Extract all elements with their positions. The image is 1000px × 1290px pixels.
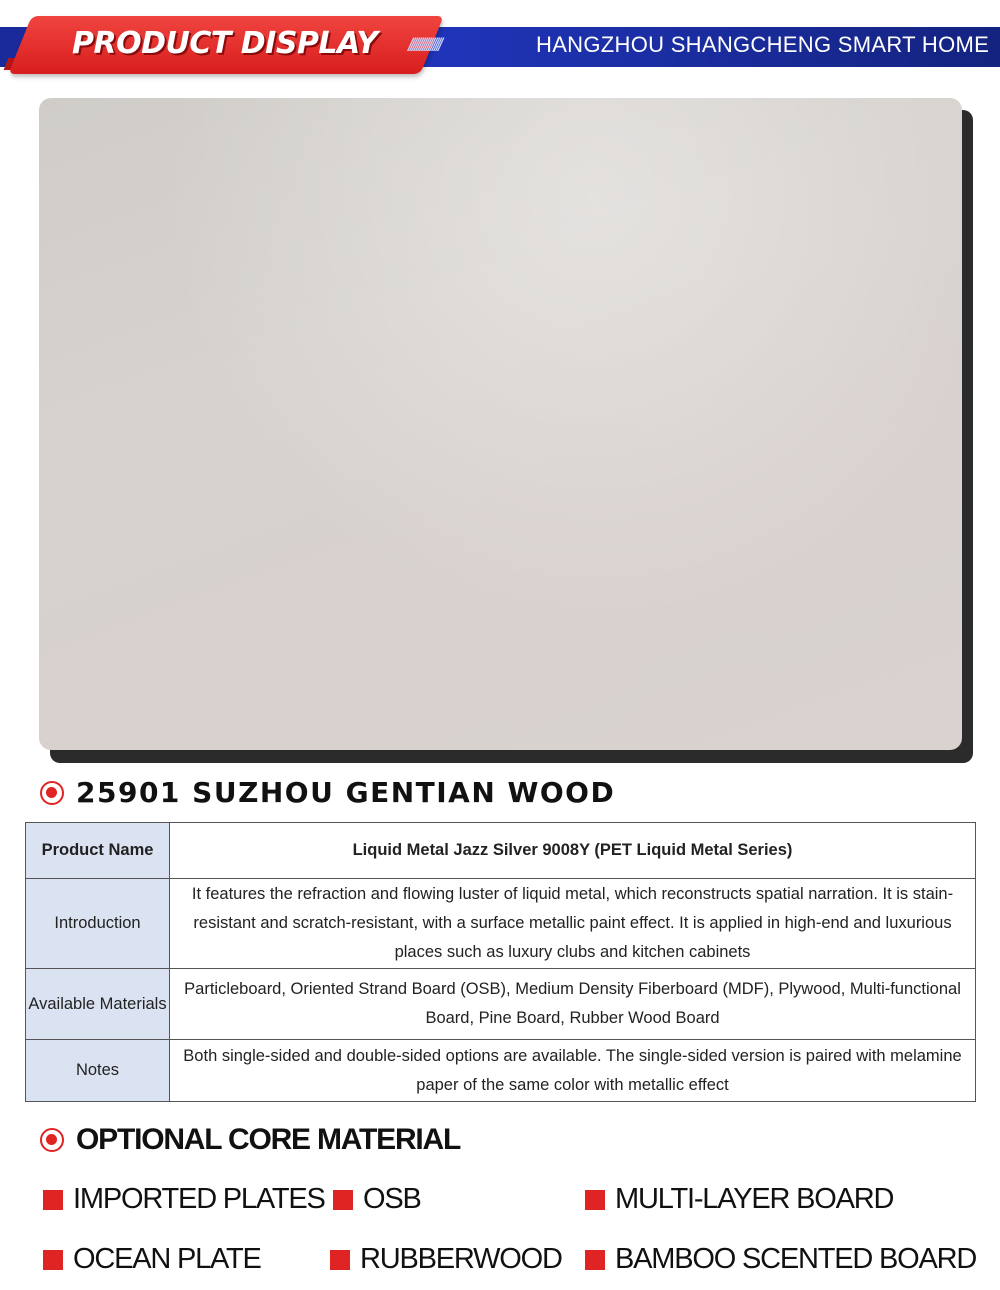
core-material-item: [43, 1243, 261, 1276]
row-label: Product Name: [26, 823, 170, 879]
row-label: Available Materials: [26, 969, 170, 1040]
spec-table: [25, 822, 976, 1102]
row-value: It features the refraction and flowing luster of liquid metal, which reconstructs spatial narration. It is stain-resistant and scratch-resistant, with a surface metallic paint effect. It is applied in high-end and luxurious places such as luxury clubs and kitchen cabinets: [170, 879, 976, 969]
core-material-item: [330, 1243, 562, 1276]
square-bullet-icon: [585, 1190, 605, 1210]
square-bullet-icon: [330, 1250, 350, 1270]
core-material-item: [43, 1183, 325, 1216]
row-value: Both single-sided and double-sided options are available. The single-sided version is paired with melamine paper of the same color with metallic effect: [170, 1040, 976, 1102]
core-material-label: BAMBOO SCENTED BOARD: [615, 1243, 977, 1275]
core-material-label: OSB: [363, 1183, 421, 1215]
company-name: HANGZHOU SHANGCHENG SMART HOME: [536, 32, 990, 57]
row-value: Particleboard, Oriented Strand Board (OSB), Medium Density Fiberboard (MDF), Plywood, Multi-functional Board, Pine Board, Rubber Wood Board: [170, 969, 976, 1040]
header-slash-decoration: ////////////////: [408, 35, 441, 55]
core-material-label: MULTI-LAYER BOARD: [615, 1183, 894, 1215]
target-bullet-icon: [40, 1128, 64, 1152]
core-material-heading: [40, 1123, 460, 1157]
product-heading: [40, 776, 615, 809]
square-bullet-icon: [333, 1190, 353, 1210]
product-sample-image: [39, 98, 962, 750]
core-material-label: IMPORTED PLATES: [73, 1183, 325, 1215]
product-heading-text: 25901 SUZHOU GENTIAN WOOD: [76, 776, 616, 809]
core-material-item: [585, 1243, 976, 1276]
page-header: [0, 0, 1000, 80]
table-row: [26, 969, 976, 1040]
core-material-heading-text: OPTIONAL CORE MATERIAL: [76, 1123, 461, 1156]
square-bullet-icon: [585, 1250, 605, 1270]
core-material-label: OCEAN PLATE: [73, 1243, 261, 1275]
page-title: PRODUCT DISPLAY: [72, 26, 378, 61]
square-bullet-icon: [43, 1250, 63, 1270]
core-material-item: [333, 1183, 421, 1216]
core-material-item: [585, 1183, 893, 1216]
table-row: [26, 879, 976, 969]
table-row: [26, 823, 976, 879]
row-value: Liquid Metal Jazz Silver 9008Y (PET Liquid Metal Series): [170, 823, 976, 879]
target-bullet-icon: [40, 781, 64, 805]
row-label: Introduction: [26, 879, 170, 969]
row-label: Notes: [26, 1040, 170, 1102]
square-bullet-icon: [43, 1190, 63, 1210]
core-material-label: RUBBERWOOD: [360, 1243, 562, 1275]
table-row: [26, 1040, 976, 1102]
